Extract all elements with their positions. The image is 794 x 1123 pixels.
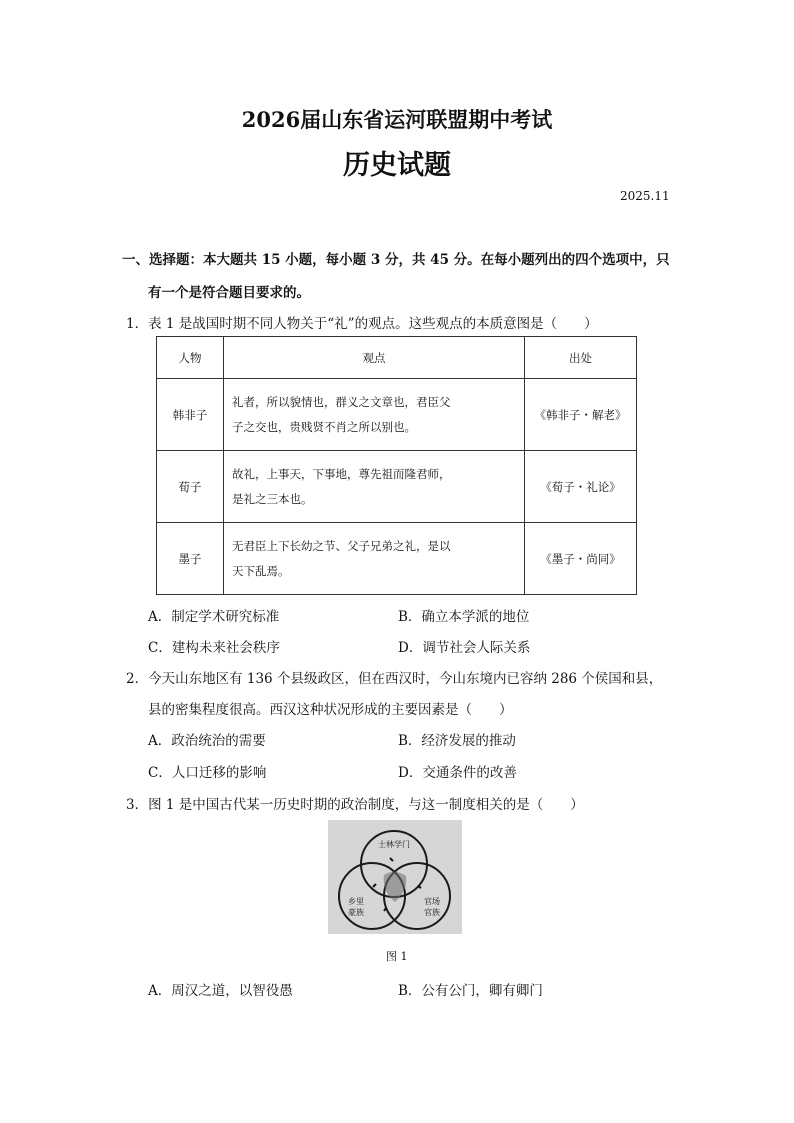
table-header-person: 人物 — [157, 337, 224, 379]
venn-label-top: 士林学门 — [378, 840, 410, 849]
q3-venn-figure — [328, 820, 462, 934]
figure-caption: 图 1 — [386, 950, 408, 963]
view-line: 子之交也，贵贱贤不肖之所以别也。 — [232, 419, 416, 434]
table-cell-view — [224, 451, 525, 523]
q2-stem-line2: 县的密集程度很高。西汉这种状况形成的主要因素是（ ） — [148, 702, 513, 718]
table-cell-source: 《韩非子・解老》 — [525, 379, 637, 451]
view-line: 故礼，上事天，下事地，尊先祖而隆君师， — [232, 466, 451, 481]
table-cell-source: 《墨子・尚同》 — [525, 523, 637, 595]
table-cell-person: 墨子 — [157, 523, 224, 595]
table-header-source: 出处 — [525, 337, 637, 379]
venn-label-left-2: 豪族 — [348, 908, 364, 917]
table-row — [157, 379, 637, 451]
q1-table — [156, 336, 637, 595]
q2-option-a: A．政治统治的需要 — [148, 733, 266, 749]
table-row — [157, 523, 637, 595]
table-cell-view — [224, 379, 525, 451]
view-line: 无君臣上下长幼之节、父子兄弟之礼，是以 — [232, 538, 451, 553]
view-line: 是礼之三本也。 — [232, 491, 313, 506]
section-instructions-line1: 一、选择题：本大题共 15 小题，每小题 3 分，共 45 分。在每小题列出的四个选项中，只 — [122, 252, 670, 268]
table-header-row — [157, 337, 637, 379]
q1-option-c: C．建构未来社会秩序 — [148, 640, 280, 656]
q2-option-b: B．经济发展的推动 — [398, 733, 516, 749]
q1-option-d: D．调节社会人际关系 — [398, 640, 531, 656]
subject-title: 历史试题 — [343, 150, 451, 181]
q2-option-c: C．人口迁移的影响 — [148, 765, 267, 781]
view-line: 天下乱焉。 — [232, 563, 290, 578]
venn-label-right-1: 官场 — [424, 897, 440, 906]
q3-option-b: B．公有公门，卿有卿门 — [398, 983, 543, 999]
table-cell-view — [224, 523, 525, 595]
venn-diagram — [328, 820, 462, 934]
exam-date: 2025.11 — [620, 189, 670, 203]
q1-option-b: B．确立本学派的地位 — [398, 609, 530, 625]
q2-stem-line1: 2．今天山东地区有 136 个县级政区，但在西汉时，今山东境内已容纳 286 个侯国和县， — [126, 671, 663, 687]
q1-stem: 1．表 1 是战国时期不同人物关于“礼”的观点。这些观点的本质意图是（ ） — [126, 316, 598, 332]
table-header-view: 观点 — [224, 337, 525, 379]
table-cell-source: 《荀子・礼论》 — [525, 451, 637, 523]
venn-label-right-2: 官族 — [424, 908, 440, 917]
exam-title: 2026届山东省运河联盟期中考试 — [241, 107, 553, 132]
venn-label-left-1: 乡里 — [348, 897, 364, 906]
view-line: 礼者，所以貌情也，群义之文章也，君臣父 — [232, 394, 451, 409]
q1-option-a: A．制定学术研究标准 — [148, 609, 280, 625]
q2-option-d: D．交通条件的改善 — [398, 765, 517, 781]
section-instructions-line2: 有一个是符合题目要求的。 — [148, 285, 310, 301]
table-row — [157, 451, 637, 523]
table-cell-person: 韩非子 — [157, 379, 224, 451]
q3-stem: 3．图 1 是中国古代某一历史时期的政治制度，与这一制度相关的是（ ） — [126, 797, 584, 813]
table-cell-person: 荀子 — [157, 451, 224, 523]
q3-option-a: A．周汉之道，以智役愚 — [148, 983, 293, 999]
